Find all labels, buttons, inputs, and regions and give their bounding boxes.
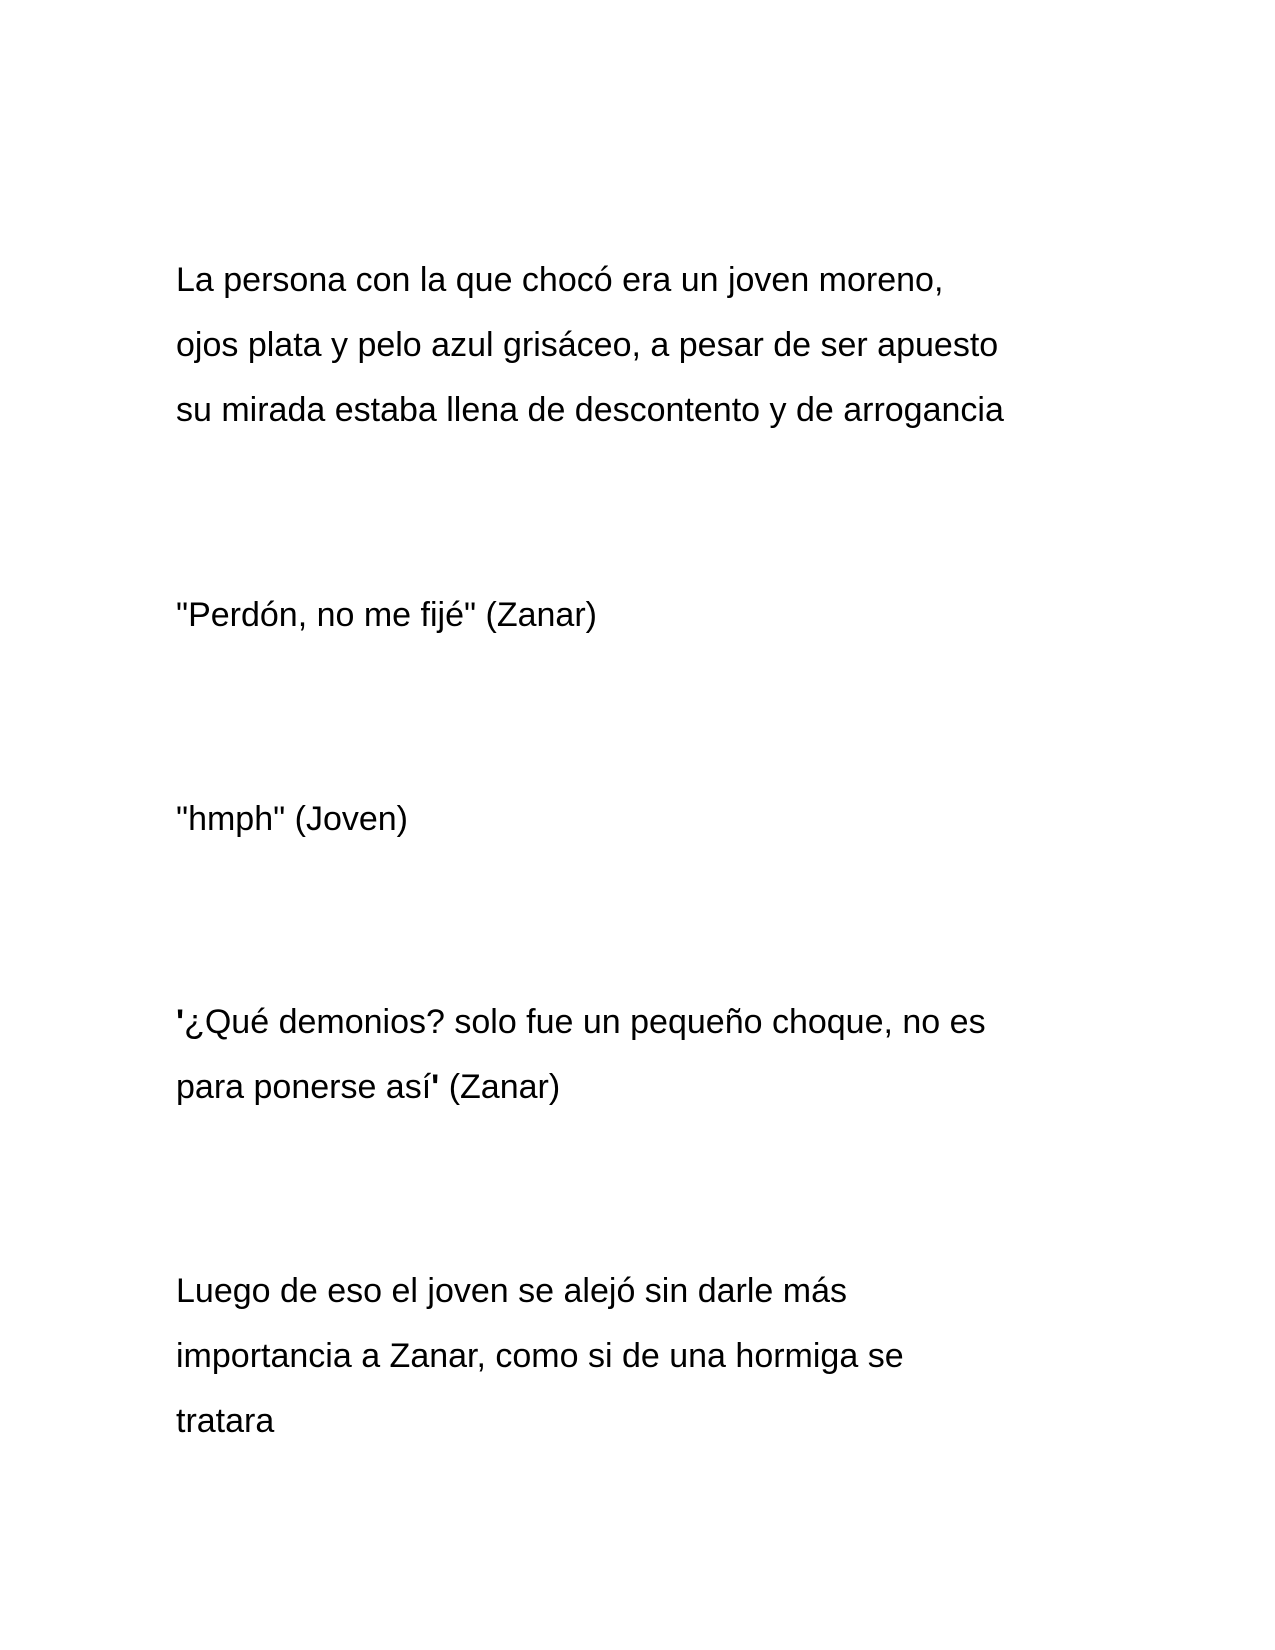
- narration-paragraph-1: La persona con la que chocó era un joven moreno, ojos plata y pelo azul grisáceo, a pesar de ser apuesto su mirada estaba llena de descontento y de arrogancia: [176, 261, 1004, 429]
- dialogue-joven: "hmph" (Joven): [176, 800, 409, 838]
- narration-paragraph-2: Luego de eso el joven se alejó sin darle más importancia a Zanar, como si de una hormiga se tratara: [176, 1272, 904, 1440]
- thought-open-quote: ': [176, 1003, 185, 1041]
- thought-close-quote: ': [431, 1068, 440, 1106]
- dialogue-zanar-1: "Perdón, no me fijé" (Zanar): [176, 596, 597, 634]
- thought-zanar: [176, 990, 1176, 1120]
- thought-text: ¿Qué demonios? solo fue un pequeño choque, no es para ponerse así: [176, 1003, 986, 1106]
- thought-speaker: (Zanar): [439, 1068, 561, 1106]
